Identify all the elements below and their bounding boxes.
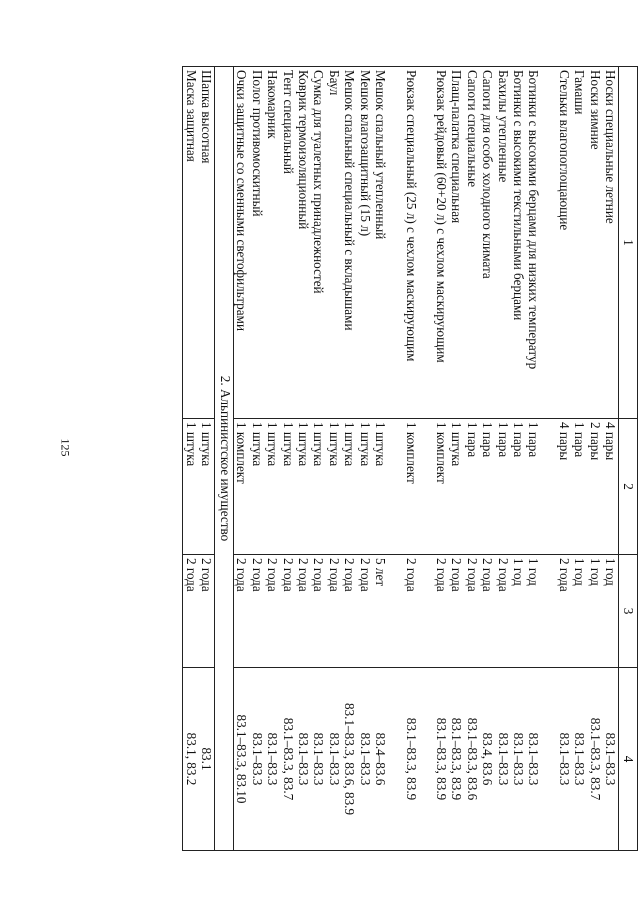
code-cell: 83.1–83.3 <box>249 668 264 851</box>
item-name-text: Ботинки с высокими текстильными берцами <box>510 70 526 321</box>
item-name-cell <box>587 67 602 419</box>
code-cell: 83.1–83.3 <box>556 668 571 851</box>
term-cell: 2 года <box>249 555 264 668</box>
code-cell: 83.1–83.3, 83.9 <box>449 668 464 851</box>
term-cell: 2 года <box>449 555 464 668</box>
spacer-cell <box>541 555 556 668</box>
item-name-cell <box>311 67 326 419</box>
item-name-text: Накомарник <box>265 70 281 139</box>
item-name-text: Баул <box>326 70 342 96</box>
term-cell: 2 года <box>296 555 311 668</box>
quantity-cell: 1 штука <box>280 419 295 555</box>
code-cell: 83.4–83.6 <box>373 668 388 851</box>
quantity-cell: 1 штука <box>373 419 388 555</box>
spacer-cell <box>388 419 403 555</box>
item-name-cell <box>373 67 388 419</box>
table-row <box>587 67 602 851</box>
item-name-text: Рюкзак рейдовый (60+20 л) с чехлом маскирующим <box>433 70 449 363</box>
item-name-text: Сапоги специальные <box>464 70 480 188</box>
item-name-text: Гамаши <box>572 70 588 115</box>
item-name-text: Очки защитные со сменными светофильтрами <box>234 70 250 331</box>
item-name-cell <box>280 67 295 419</box>
code-cell: 83.1–83.3, 83.9 <box>434 668 449 851</box>
table-row <box>403 67 418 851</box>
item-name-text: Сапоги для особо холодного климата <box>480 70 496 279</box>
table-row <box>449 67 464 851</box>
term-cell: 1 год <box>526 555 541 668</box>
term-cell: 2 года <box>464 555 479 668</box>
code-cell: 83.1–83.3, 83.10 <box>234 668 250 851</box>
table-spacer-row <box>388 67 403 851</box>
quantity-cell: 1 штука <box>357 419 372 555</box>
item-name-text: Рюкзак специальный (25 л) с чехлом маскирующим <box>403 70 419 362</box>
item-name-cell <box>327 67 342 419</box>
quantity-cell: 1 штука <box>296 419 311 555</box>
table-row <box>249 67 264 851</box>
item-name-cell <box>342 67 357 419</box>
quantity-cell: 1 штука <box>265 419 280 555</box>
table-spacer-row <box>541 67 556 851</box>
table-header-row <box>619 67 638 851</box>
quantity-cell: 1 штука <box>199 419 215 555</box>
term-cell: 2 года <box>480 555 495 668</box>
item-name-cell <box>449 67 464 419</box>
term-cell: 1 год <box>572 555 587 668</box>
item-name-cell <box>480 67 495 419</box>
quantity-cell: 1 штука <box>183 419 199 555</box>
item-name-cell <box>403 67 418 419</box>
table-row <box>526 67 541 851</box>
table-row <box>296 67 311 851</box>
code-cell: 83.1–83.3 <box>495 668 510 851</box>
item-name-text: Носки зимние <box>587 70 603 150</box>
quantity-cell: 1 пара <box>464 419 479 555</box>
code-cell: 83.1, 83.2 <box>183 668 199 851</box>
item-name-cell <box>234 67 250 419</box>
term-cell: 2 года <box>434 555 449 668</box>
table-row <box>511 67 526 851</box>
quantity-cell: 1 комплект <box>434 419 449 555</box>
page-number: 125 <box>58 438 73 457</box>
header-col-4: 4 <box>619 668 638 851</box>
item-name-cell <box>464 67 479 419</box>
code-cell: 83.1–83.3, 83.6 <box>464 668 479 851</box>
term-cell: 2 года <box>357 555 372 668</box>
code-cell: 83.1–83.3 <box>357 668 372 851</box>
term-cell: 1 год <box>511 555 526 668</box>
quantity-cell: 1 комплект <box>234 419 250 555</box>
code-cell: 83.1–83.3 <box>311 668 326 851</box>
spacer-cell <box>388 555 403 668</box>
item-name-text: Сумка для туалетных принадлежностей <box>311 70 327 294</box>
table-row <box>265 67 280 851</box>
quantity-cell: 1 штука <box>249 419 264 555</box>
section-title: 2. Альпинистское имущество <box>215 67 234 851</box>
code-cell: 83.1–83.3, 83.9 <box>403 668 418 851</box>
item-name-cell <box>199 67 215 419</box>
code-cell: 83.1–83.3 <box>265 668 280 851</box>
code-cell: 83.1–83.3 <box>296 668 311 851</box>
term-cell: 1 год <box>603 555 619 668</box>
term-cell: 5 лет <box>373 555 388 668</box>
quantity-cell: 1 штука <box>342 419 357 555</box>
term-cell: 2 года <box>495 555 510 668</box>
term-cell: 2 года <box>327 555 342 668</box>
table-row <box>199 67 215 851</box>
item-name-text: Плащ-палатка специальная <box>449 70 465 224</box>
table-row <box>234 67 250 851</box>
equipment-table <box>182 66 638 851</box>
item-name-cell <box>434 67 449 419</box>
table-row <box>183 67 199 851</box>
item-name-cell <box>296 67 311 419</box>
spacer-cell <box>541 668 556 851</box>
quantity-cell: 1 комплект <box>403 419 418 555</box>
rotated-page-content <box>94 66 638 850</box>
code-cell: 83.1–83.3 <box>511 668 526 851</box>
table-row <box>556 67 571 851</box>
item-name-text: Мешок спальный специальный с вкладышами <box>342 70 358 331</box>
item-name-cell <box>357 67 372 419</box>
quantity-cell: 2 пары <box>587 419 602 555</box>
quantity-cell: 1 штука <box>449 419 464 555</box>
quantity-cell: 4 пары <box>556 419 571 555</box>
table-row <box>480 67 495 851</box>
term-cell: 2 года <box>403 555 418 668</box>
header-col-1: 1 <box>619 67 638 419</box>
quantity-cell: 1 пара <box>572 419 587 555</box>
code-cell: 83.1–83.3 <box>327 668 342 851</box>
table-row <box>311 67 326 851</box>
table-row <box>280 67 295 851</box>
section-header-row <box>215 67 234 851</box>
item-name-text: Носки специальные летние <box>603 70 618 224</box>
spacer-cell <box>541 419 556 555</box>
quantity-cell: 1 штука <box>311 419 326 555</box>
table-row <box>357 67 372 851</box>
code-cell: 83.1–83.3, 83.6, 83.9 <box>342 668 357 851</box>
item-name-text: Шапка высотная <box>199 70 215 164</box>
item-name-text: Полог противомоскитный <box>249 70 265 217</box>
term-cell: 1 год <box>587 555 602 668</box>
quantity-cell: 4 пары <box>603 419 619 555</box>
table-row <box>342 67 357 851</box>
term-cell: 2 года <box>234 555 250 668</box>
quantity-cell: 1 пара <box>480 419 495 555</box>
code-cell: 83.1–83.3, 83.7 <box>280 668 295 851</box>
item-name-cell <box>572 67 587 419</box>
spacer-cell <box>419 419 434 555</box>
table-row <box>464 67 479 851</box>
term-cell: 2 года <box>342 555 357 668</box>
table-row <box>572 67 587 851</box>
spacer-cell <box>419 555 434 668</box>
code-cell: 83.4, 83.6 <box>480 668 495 851</box>
item-name-cell <box>183 67 199 419</box>
item-name-cell <box>603 67 619 419</box>
item-name-cell <box>556 67 571 419</box>
item-name-text: Мешок влагозащитный (15 л) <box>357 70 373 237</box>
term-cell: 2 года <box>280 555 295 668</box>
quantity-cell: 1 пара <box>495 419 510 555</box>
quantity-cell: 1 штука <box>327 419 342 555</box>
table-row <box>373 67 388 851</box>
table-spacer-row <box>419 67 434 851</box>
item-name-text: Тент специальный <box>280 70 296 174</box>
spacer-cell <box>541 67 556 419</box>
spacer-cell <box>419 668 434 851</box>
table-row <box>495 67 510 851</box>
spacer-cell <box>388 67 403 419</box>
term-cell: 2 года <box>556 555 571 668</box>
code-cell: 83.1–83.3, 83.7 <box>587 668 602 851</box>
item-name-text: Мешок спальный утепленный <box>373 70 389 240</box>
code-cell: 83.1–83.3 <box>572 668 587 851</box>
quantity-cell: 1 пара <box>511 419 526 555</box>
spacer-cell <box>388 668 403 851</box>
quantity-cell: 1 пара <box>526 419 541 555</box>
code-cell: 83.1–83.3 <box>526 668 541 851</box>
table-row <box>603 67 619 851</box>
item-name-cell <box>265 67 280 419</box>
item-name-text: Ботинки с высокими берцами для низких температур <box>526 70 542 370</box>
term-cell: 2 года <box>183 555 199 668</box>
spacer-cell <box>419 67 434 419</box>
item-name-text: Маска защитная <box>183 70 199 162</box>
item-name-text: Бахилы утепленные <box>495 70 511 183</box>
header-col-2: 2 <box>619 419 638 555</box>
table-row <box>327 67 342 851</box>
item-name-cell <box>249 67 264 419</box>
item-name-cell <box>511 67 526 419</box>
item-name-text: Коврик термоизоляционный <box>296 70 312 230</box>
term-cell: 2 года <box>265 555 280 668</box>
term-cell: 2 года <box>311 555 326 668</box>
item-name-text: Стельки влагопоглощающие <box>556 70 572 231</box>
code-cell: 83.1–83.3 <box>603 668 619 851</box>
term-cell: 2 года <box>199 555 215 668</box>
item-name-cell <box>526 67 541 419</box>
code-cell: 83.1 <box>199 668 215 851</box>
item-name-cell <box>495 67 510 419</box>
header-col-3: 3 <box>619 555 638 668</box>
table-row <box>434 67 449 851</box>
